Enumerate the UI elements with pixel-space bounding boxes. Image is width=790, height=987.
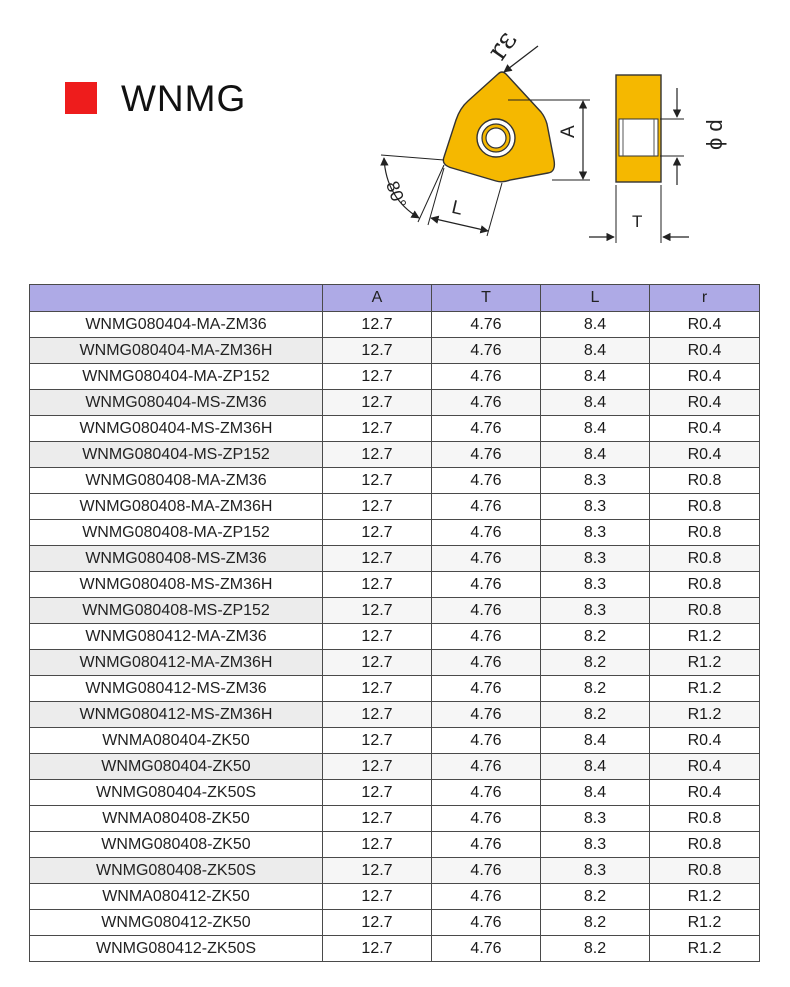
- l-cell: 8.2: [541, 936, 650, 962]
- model-cell: WNMG080404-MA-ZP152: [30, 364, 323, 390]
- r-cell: R0.4: [650, 442, 760, 468]
- table-row: [30, 650, 760, 676]
- r-cell: R0.8: [650, 806, 760, 832]
- t-cell: 4.76: [432, 702, 541, 728]
- l-cell: 8.4: [541, 416, 650, 442]
- spec-table: [29, 284, 760, 962]
- a-cell: 12.7: [323, 520, 432, 546]
- table-row: [30, 416, 760, 442]
- r-cell: R0.8: [650, 546, 760, 572]
- l-cell: 8.2: [541, 624, 650, 650]
- model-cell: WNMG080404-MS-ZM36H: [30, 416, 323, 442]
- r-cell: R1.2: [650, 624, 760, 650]
- t-cell: 4.76: [432, 442, 541, 468]
- table-row: [30, 598, 760, 624]
- r-cell: R0.4: [650, 416, 760, 442]
- t-cell: 4.76: [432, 598, 541, 624]
- table-row: [30, 832, 760, 858]
- page-title: WNMG: [121, 78, 247, 119]
- a-cell: 12.7: [323, 598, 432, 624]
- model-cell: WNMG080404-MS-ZP152: [30, 442, 323, 468]
- r-cell: R0.8: [650, 598, 760, 624]
- model-cell: WNMG080408-MA-ZM36: [30, 468, 323, 494]
- table-row: [30, 494, 760, 520]
- r-cell: R0.4: [650, 728, 760, 754]
- r-cell: R1.2: [650, 936, 760, 962]
- model-cell: WNMG080412-MS-ZM36H: [30, 702, 323, 728]
- a-cell: 12.7: [323, 676, 432, 702]
- model-cell: WNMG080404-MA-ZM36: [30, 312, 323, 338]
- table-row: [30, 858, 760, 884]
- r-cell: R0.4: [650, 312, 760, 338]
- header-r: r: [650, 285, 760, 312]
- t-cell: 4.76: [432, 910, 541, 936]
- t-cell: 4.76: [432, 312, 541, 338]
- t-cell: 4.76: [432, 650, 541, 676]
- r-cell: R1.2: [650, 702, 760, 728]
- r-cell: R0.8: [650, 520, 760, 546]
- table-row: [30, 520, 760, 546]
- header-model: [30, 285, 323, 312]
- t-cell: 4.76: [432, 676, 541, 702]
- t-cell: 4.76: [432, 884, 541, 910]
- l-cell: 8.4: [541, 390, 650, 416]
- l-cell: 8.4: [541, 442, 650, 468]
- l-cell: 8.4: [541, 728, 650, 754]
- r-cell: R0.4: [650, 780, 760, 806]
- model-cell: WNMG080404-MS-ZM36: [30, 390, 323, 416]
- a-cell: 12.7: [323, 884, 432, 910]
- r-cell: R1.2: [650, 884, 760, 910]
- a-cell: 12.7: [323, 650, 432, 676]
- model-cell: WNMG080404-ZK50: [30, 754, 323, 780]
- model-cell: WNMG080408-ZK50S: [30, 858, 323, 884]
- a-cell: 12.7: [323, 468, 432, 494]
- t-cell: 4.76: [432, 468, 541, 494]
- table-header-row: [30, 285, 760, 312]
- table-row: [30, 338, 760, 364]
- header-l: L: [541, 285, 650, 312]
- a-cell: 12.7: [323, 364, 432, 390]
- a-cell: 12.7: [323, 936, 432, 962]
- model-cell: WNMA080412-ZK50: [30, 884, 323, 910]
- l-cell: 8.2: [541, 650, 650, 676]
- model-cell: WNMG080408-MS-ZM36: [30, 546, 323, 572]
- table-row: [30, 728, 760, 754]
- r-cell: R0.8: [650, 832, 760, 858]
- a-cell: 12.7: [323, 780, 432, 806]
- a-cell: 12.7: [323, 910, 432, 936]
- r-cell: R0.4: [650, 754, 760, 780]
- l-cell: 8.3: [541, 520, 650, 546]
- l-cell: 8.4: [541, 780, 650, 806]
- l-cell: 8.2: [541, 910, 650, 936]
- table-row: [30, 624, 760, 650]
- t-cell: 4.76: [432, 728, 541, 754]
- a-cell: 12.7: [323, 416, 432, 442]
- l-cell: 8.3: [541, 858, 650, 884]
- table-row: [30, 936, 760, 962]
- a-cell: 12.7: [323, 338, 432, 364]
- r-cell: R0.4: [650, 338, 760, 364]
- l-cell: 8.4: [541, 312, 650, 338]
- table-row: [30, 468, 760, 494]
- r-cell: R0.8: [650, 858, 760, 884]
- a-cell: 12.7: [323, 494, 432, 520]
- l-cell: 8.3: [541, 832, 650, 858]
- table-row: [30, 884, 760, 910]
- a-cell: 12.7: [323, 624, 432, 650]
- header-t: T: [432, 285, 541, 312]
- table-row: [30, 676, 760, 702]
- model-cell: WNMG080408-MS-ZM36H: [30, 572, 323, 598]
- insert-dimension-diagram: [0, 0, 790, 270]
- insert-side-hole: [619, 119, 658, 156]
- l-cell: 8.4: [541, 364, 650, 390]
- a-cell: 12.7: [323, 546, 432, 572]
- model-cell: WNMA080408-ZK50: [30, 806, 323, 832]
- l-cell: 8.4: [541, 754, 650, 780]
- table-row: [30, 390, 760, 416]
- a-cell: 12.7: [323, 312, 432, 338]
- l-cell: 8.2: [541, 702, 650, 728]
- l-cell: 8.3: [541, 494, 650, 520]
- model-cell: WNMG080412-MA-ZM36: [30, 624, 323, 650]
- table-row: [30, 910, 760, 936]
- a-cell: 12.7: [323, 832, 432, 858]
- l-cell: 8.3: [541, 468, 650, 494]
- t-cell: 4.76: [432, 520, 541, 546]
- model-cell: WNMG080412-MS-ZM36: [30, 676, 323, 702]
- t-cell: 4.76: [432, 832, 541, 858]
- angle-label: 80°: [382, 178, 411, 211]
- a-cell: 12.7: [323, 858, 432, 884]
- l-cell: 8.2: [541, 884, 650, 910]
- table-row: [30, 702, 760, 728]
- model-cell: WNMG080412-ZK50S: [30, 936, 323, 962]
- a-cell: 12.7: [323, 754, 432, 780]
- l-cell: 8.3: [541, 546, 650, 572]
- header-a: A: [323, 285, 432, 312]
- t-cell: 4.76: [432, 494, 541, 520]
- model-cell: WNMG080408-MA-ZM36H: [30, 494, 323, 520]
- r-cell: R0.4: [650, 390, 760, 416]
- l-cell: 8.4: [541, 338, 650, 364]
- t-cell: 4.76: [432, 780, 541, 806]
- table-row: [30, 364, 760, 390]
- a-cell: 12.7: [323, 572, 432, 598]
- table-row: [30, 442, 760, 468]
- model-cell: WNMG080408-ZK50: [30, 832, 323, 858]
- r-cell: R1.2: [650, 676, 760, 702]
- table-row: [30, 546, 760, 572]
- model-cell: WNMG080408-MA-ZP152: [30, 520, 323, 546]
- t-cell: 4.76: [432, 806, 541, 832]
- t-cell: 4.76: [432, 624, 541, 650]
- model-cell: WNMG080412-ZK50: [30, 910, 323, 936]
- model-cell: WNMG080408-MS-ZP152: [30, 598, 323, 624]
- insert-hole-inner: [486, 128, 506, 148]
- hole-diameter-label: ϕ d: [702, 119, 727, 150]
- dimension-a-label: A: [558, 125, 579, 138]
- l-cell: 8.2: [541, 676, 650, 702]
- table-row: [30, 754, 760, 780]
- l-cell: 8.3: [541, 572, 650, 598]
- t-cell: 4.76: [432, 754, 541, 780]
- r-cell: R0.8: [650, 494, 760, 520]
- r-cell: R1.2: [650, 910, 760, 936]
- model-cell: WNMG080404-MA-ZM36H: [30, 338, 323, 364]
- a-cell: 12.7: [323, 702, 432, 728]
- l-cell: 8.3: [541, 598, 650, 624]
- t-cell: 4.76: [432, 364, 541, 390]
- model-cell: WNMA080404-ZK50: [30, 728, 323, 754]
- table-body: [30, 312, 760, 962]
- r-cell: R1.2: [650, 650, 760, 676]
- t-cell: 4.76: [432, 416, 541, 442]
- dimension-t-label: T: [632, 212, 643, 231]
- t-cell: 4.76: [432, 390, 541, 416]
- a-cell: 12.7: [323, 442, 432, 468]
- t-cell: 4.76: [432, 858, 541, 884]
- a-cell: 12.7: [323, 806, 432, 832]
- model-cell: WNMG080412-MA-ZM36H: [30, 650, 323, 676]
- t-cell: 4.76: [432, 338, 541, 364]
- table-row: [30, 780, 760, 806]
- t-cell: 4.76: [432, 546, 541, 572]
- a-cell: 12.7: [323, 728, 432, 754]
- dimension-l-label: L: [449, 196, 465, 220]
- r-cell: R0.8: [650, 572, 760, 598]
- t-cell: 4.76: [432, 572, 541, 598]
- table-row: [30, 312, 760, 338]
- corner-radius-label: rε: [480, 24, 524, 66]
- t-cell: 4.76: [432, 936, 541, 962]
- model-cell: WNMG080404-ZK50S: [30, 780, 323, 806]
- table-row: [30, 806, 760, 832]
- r-cell: R0.8: [650, 468, 760, 494]
- table-row: [30, 572, 760, 598]
- a-cell: 12.7: [323, 390, 432, 416]
- l-cell: 8.3: [541, 806, 650, 832]
- r-cell: R0.4: [650, 364, 760, 390]
